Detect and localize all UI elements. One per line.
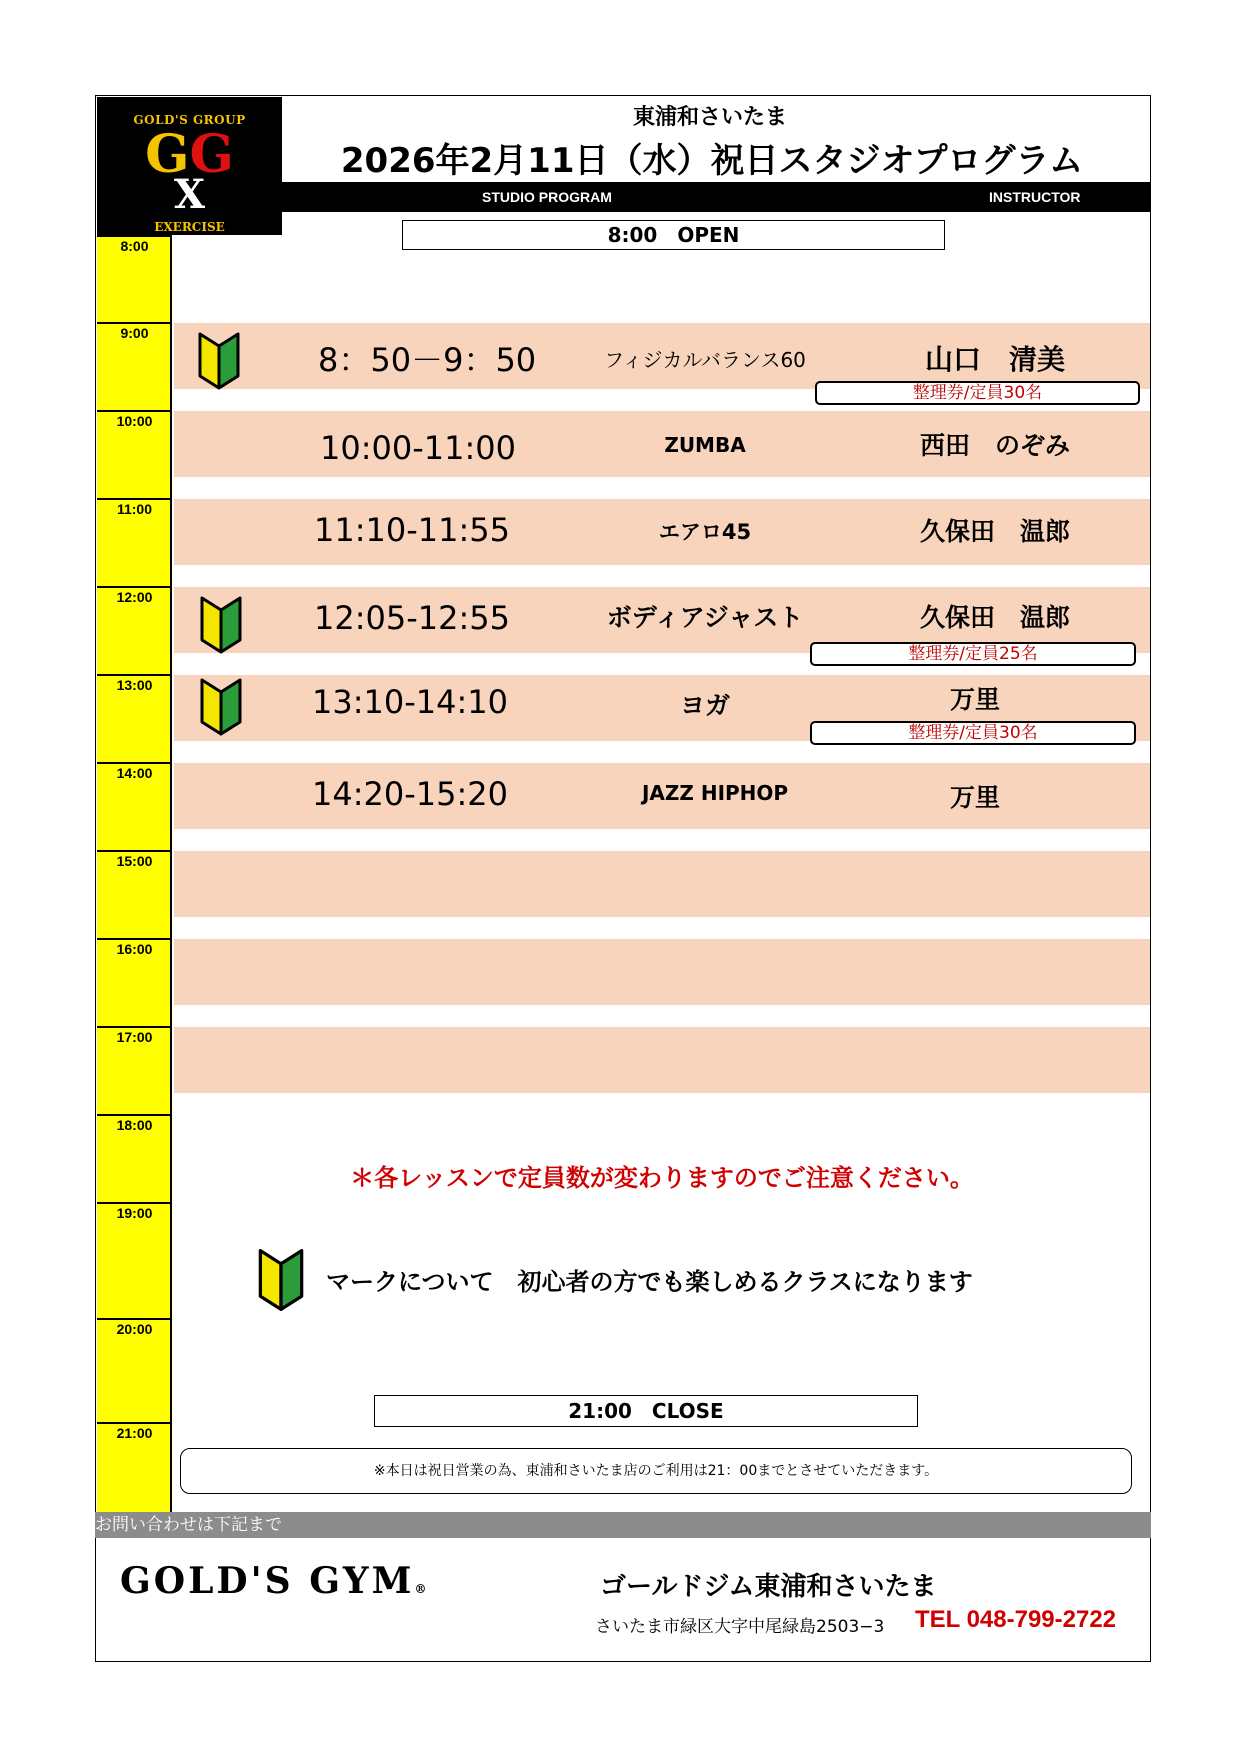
- lesson-time: 8：50－9：50: [318, 341, 537, 379]
- holiday-footnote: ※本日は祝日営業の為、東浦和さいたま店のご利用は21：00までとさせていただきます。: [180, 1448, 1132, 1494]
- location-name: 東浦和さいたま: [632, 105, 787, 130]
- column-header-bar: [282, 182, 1150, 212]
- lesson-time: 14:20-15:20: [312, 775, 508, 813]
- lesson-program: フィジカルバランス60: [604, 348, 806, 372]
- time-label: 9:00: [97, 322, 172, 341]
- ticket-note: 整理券/定員30名: [815, 381, 1140, 405]
- lesson-program: エアロ45: [658, 520, 752, 544]
- time-label: 18:00: [97, 1114, 172, 1133]
- time-label: 14:00: [97, 762, 172, 781]
- gym-phone: TEL 048-799-2722: [915, 1606, 1117, 1633]
- gym-name: ゴールドジム東浦和さいたま: [600, 1572, 937, 1602]
- contact-bar: お問い合わせは下記まで: [95, 1512, 1151, 1538]
- logo-top-text: GOLD'S GROUP: [133, 113, 246, 127]
- lesson-instructor: 山口 清美: [924, 343, 1065, 376]
- lesson-instructor: 万里: [949, 783, 1000, 812]
- logo-g-left: G: [145, 124, 190, 185]
- golds-gym-logo: GOLD'S GYM®: [120, 1560, 427, 1602]
- logo-x: X: [173, 171, 206, 218]
- time-label: 8:00: [97, 235, 172, 254]
- brand-text: GOLD'S GYM: [120, 1560, 415, 1602]
- time-label: 20:00: [97, 1318, 172, 1337]
- open-time-box: 8:00 OPEN: [402, 220, 945, 250]
- logo-g-right: G: [189, 124, 234, 185]
- time-label: 16:00: [97, 938, 172, 957]
- empty-row: [174, 939, 1150, 1005]
- column-instructor-label: INSTRUCTOR: [989, 189, 1081, 205]
- beginner-mark-icon: [196, 330, 242, 392]
- close-time-box: 21:00 CLOSE: [374, 1395, 918, 1427]
- ticket-note: 整理券/定員30名: [810, 721, 1136, 745]
- beginner-mark-icon: [198, 594, 244, 656]
- lesson-program: ボディアジャスト: [606, 603, 804, 632]
- gym-address: さいたま市緑区大字中尾緑島2503−3: [595, 1617, 885, 1637]
- lesson-program: ヨガ: [679, 691, 730, 720]
- lesson-program: ZUMBA: [664, 433, 746, 457]
- ticket-note: 整理券/定員25名: [810, 642, 1136, 666]
- time-label: 12:00: [97, 586, 172, 605]
- lesson-instructor: 万里: [949, 685, 1000, 714]
- lesson-time: 11:10-11:55: [314, 511, 510, 549]
- beginner-mark-icon: [198, 676, 244, 738]
- page-title: 2026年2月11日（水）祝日スタジオプログラム: [340, 141, 1084, 181]
- lesson-program: JAZZ HIPHOP: [641, 781, 789, 805]
- time-label: 21:00: [97, 1422, 172, 1441]
- ggx-logo: [97, 97, 282, 235]
- capacity-notice: ＊各レッスンで定員数が変わりますのでご注意ください。: [350, 1164, 974, 1192]
- column-program-label: STUDIO PROGRAM: [482, 189, 612, 205]
- lesson-instructor: 西田 のぞみ: [919, 431, 1070, 460]
- lesson-time: 13:10-14:10: [312, 683, 508, 721]
- empty-row: [174, 851, 1150, 917]
- time-label: 15:00: [97, 850, 172, 869]
- lesson-instructor: 久保田 温郎: [919, 517, 1070, 546]
- beginner-legend: マークについて 初心者の方でも楽しめるクラスになります: [326, 1268, 973, 1296]
- beginner-mark-icon: [256, 1243, 306, 1317]
- time-label: 10:00: [97, 410, 172, 429]
- lesson-time: 10:00-11:00: [320, 429, 516, 467]
- time-label: 19:00: [97, 1202, 172, 1221]
- time-label: 11:00: [97, 498, 172, 517]
- time-label: 13:00: [97, 674, 172, 693]
- time-label: 17:00: [97, 1026, 172, 1045]
- logo-bottom-text: EXERCISE: [154, 220, 225, 234]
- lesson-time: 12:05-12:55: [314, 599, 510, 637]
- lesson-instructor: 久保田 温郎: [919, 603, 1070, 632]
- empty-row: [174, 1027, 1150, 1093]
